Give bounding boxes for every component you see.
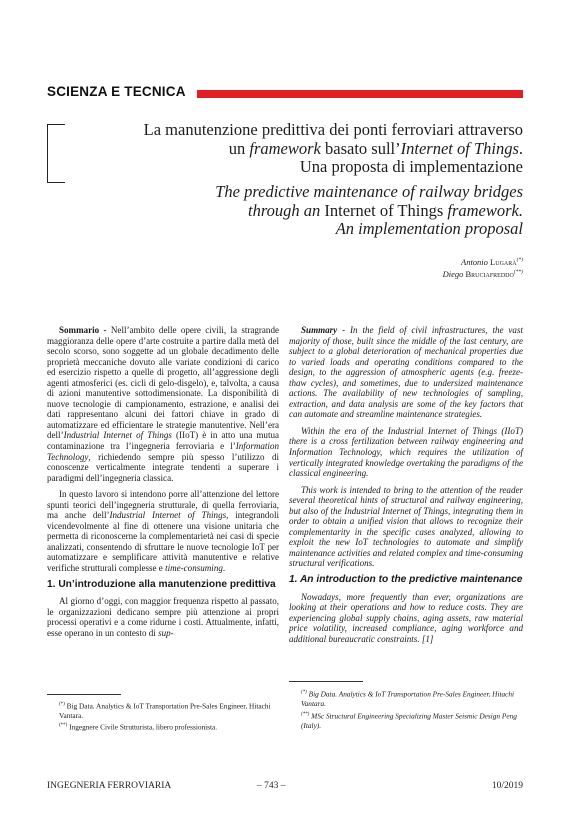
author-1: Antonio Lugarà(*) — [461, 256, 523, 267]
author-list — [443, 255, 523, 280]
title-bracket-decoration — [47, 124, 65, 183]
footnote-rule-left — [47, 694, 121, 695]
section-label: SCIENZA E TECNICA — [47, 84, 186, 99]
footnote-right-1: (*) Big Data. Analytics & IoT Transportation Pre-Sales Engineer, Hitachi Vantara. — [301, 689, 515, 708]
author-2: Diego Bruciafreddo(**) — [442, 269, 523, 280]
title-english-line2: through an Internet of Things framework. — [248, 200, 523, 220]
footer-issue: 10/2019 — [491, 781, 523, 791]
footer-journal: INGEGNERIA FERROVIARIA — [47, 781, 172, 791]
italian-paragraph-2: In questo lavoro si intendono porre all’attenzione del lettore spunti teorici dell’ingegneria strutturale, di quella ferroviaria, ma anche dell’Industrial Internet of Things, integrandoli vicendevolmente al fine di ottenere una visione unitaria che permetta di riconoscerne la complementarietà nei casi di specie analizzati, consentendo di sfruttare le nuove tecnologie IoT per automatizzare e semplificare attività manutentive e relative verifiche strutturali complesse e time-consuming. — [47, 489, 279, 574]
footnotes-right — [289, 688, 523, 731]
english-summary: Summary - In the field of civil infrastructures, the vast majority of those, built since the middle of the last century, are subject to a global deterioration of mechanical properties due to varied loads and operating conditions compared to the design, to the aggression of atmospheric agents (e.g. freeze-thaw cycles), and sometimes, due to undersized maintenance actions. The availability of new technologies of sampling, extraction, and data analysis are some of the key factors that can automate and streamline maintenance strategies. — [289, 325, 523, 420]
title-italian — [144, 121, 523, 177]
footnote-right-2: (**) MSc Structural Engineering Specializing Master Seismic Design Peng (Italy). — [301, 711, 517, 731]
italian-summary: Sommario - Nell’ambito delle opere civili, la stragrande maggioranza delle opere d’arte costruite a partire dalla metà del secolo scorso, sono soggette ad un globale decadimento delle proprietà meccaniche dovuto alle variate condizioni di carico ed esercizio rispetto a quelle di progetto, all’aggressione degli agenti atmosferici (es. cicli di gelo-disgelo), e, talvolta, a causa di azioni manutentive sottodimensionate. La disponibilità di nuove tecnologie di campionamento, estrazione, e analisi dei dati rappresentano alcuni dei fattori chiave in grado di automatizzare ed efficientare le strategie manutentive. Nell’era dell’Industrial Internet of Things (IIoT) è in atto una mutua contaminazione tra l’ingegneria ferroviaria e l’Information Technology, richiedendo sempre più spesso l’utilizzo di conoscenze verticalmente integrate tendenti a superare i paradigmi dell’ingegneria classica. — [47, 325, 279, 483]
italian-paragraph-3: Al giorno d’oggi, con maggior frequenza rispetto al passato, le organizzazioni dedicano sempre più attenzione ai propri processi operativi e a come ridurne i costi. Attualmente, infatti, esse operano in un contesto di sup- — [47, 596, 279, 638]
italian-column — [47, 325, 279, 644]
english-paragraph-2: Within the era of the Industrial Internet of Things (IIoT) there is a cross fertilization between railway engineering and Information Technology, which requires the utilization of vertically integrated knowledge overtaking the paradigms of the classical engineering. — [289, 425, 523, 479]
english-paragraph-4: Nowadays, more frequently than ever, organizations are looking at their operations and how to reduce costs. They are experiencing global supply chains, aging assets, raw material price volatility, increased compliance, aging workforce and additional bureaucratic constraints. [1] — [289, 591, 523, 644]
section-accent-bar — [197, 90, 523, 98]
footer-page-number: – 743 – — [257, 781, 286, 791]
footnote-left-1: (*) Big Data. Analytics & IoT Transportation Pre-Sales Engineer, Hitachi Vantara. — [59, 701, 271, 720]
english-column — [289, 325, 523, 650]
title-english — [215, 183, 523, 239]
title-italian-line2: un framework basato sull’Internet of Things. — [228, 138, 523, 158]
title-italian-line3: Una proposta di implementazione — [299, 157, 523, 176]
title-english-line3: An implementation proposal — [335, 219, 523, 238]
title-italian-line1: La manutenzione predittiva dei ponti ferroviari attraverso — [143, 120, 523, 139]
italian-section-heading: 1. Un’introduzione alla manutenzione predittiva — [47, 578, 276, 590]
footnote-rule-right — [289, 681, 363, 682]
title-english-line1: The predictive maintenance of railway bridges — [215, 182, 523, 201]
english-paragraph-3: This work is intended to bring to the attention of the reader several theoretical hints of structural and railway engineering, but also of the Industrial Internet of Things, integrating them in order to obtain a unified vision that allows to recognize their complementarity in the specific cases analyzed, allowing to exploit the new IoT technologies to automate and simplify maintenance activities and related complex and time-consuming structural verifications. — [289, 484, 523, 569]
footnote-left-2: (**) Ingegnere Civile Strutturista, libero professionista. — [59, 722, 218, 732]
english-section-heading: 1. An introduction to the predictive maintenance — [289, 574, 523, 586]
footnotes-left — [47, 700, 279, 732]
